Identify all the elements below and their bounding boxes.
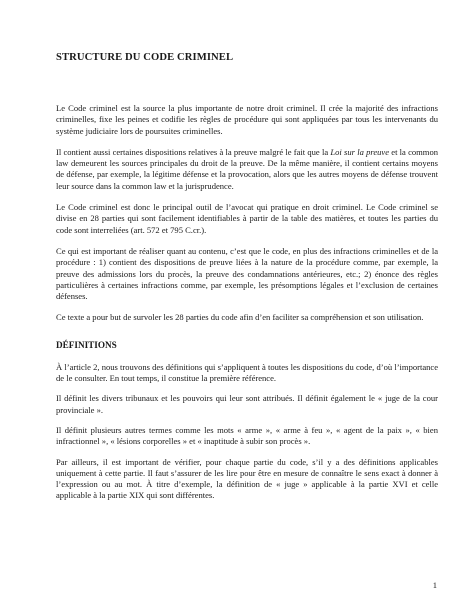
intro-paragraph-2 (56, 147, 438, 192)
loi-sur-la-preuve-emphasis: Loi sur la preuve (330, 146, 390, 157)
intro-paragraph-1: Le Code criminel est la source la plus importante de notre droit criminel. Il crée la majorité des infractions criminelles, fixe les peines et codifie les règles de procédure qui sont appliquées par tous les intervenants du système judiciaire lors de poursuites criminelles. (56, 103, 438, 136)
page-number: 1 (432, 580, 437, 590)
intro-paragraph-2-end: et la common law demeurent les sources principales du droit de la preuve. De la même manière, il contient certains moyens de défense, par exemple, la légitime défense et la provocation, alors que les autres moyens de défense trouvent leur source dans la common law et la jurisprudence. (56, 146, 438, 191)
definitions-paragraph-3: Il définit plusieurs autres termes comme les mots « arme », « arme à feu », « agent de la paix », « bien infractionnel », « lésions corporelles » et « inaptitude à subir son procès ». (56, 424, 438, 447)
intro-paragraph-4: Ce qui est important de réaliser quant au contenu, c’est que le code, en plus des infractions criminelles et de la procédure : 1) contient des dispositions de preuve liées à la nature de la procédure comme, par exemple, la preuve des admissions lors du procès, la preuve des condamnations antérieures, etc.; 2) énonce des règles particulières à certaines infractions comme, par exemple, les présomptions légales et l’exclusion de certaines défenses. (56, 245, 438, 302)
definitions-paragraph-2: Il définit les divers tribunaux et les pouvoirs qui leur sont attribués. Il définit également le « juge de la cour provinciale ». (56, 393, 438, 415)
document-title: STRUCTURE DU CODE CRIMINEL (56, 52, 234, 63)
intro-paragraph-5: Ce texte a pour but de survoler les 28 parties du code afin d’en faciliter sa compréhension et son utilisation. (56, 312, 424, 323)
intro-paragraph-2-start: Il contient aussi certaines dispositions relatives à la preuve malgré le fait que la (56, 146, 331, 157)
definitions-heading: DÉFINITIONS (56, 339, 117, 350)
definitions-paragraph-4: Par ailleurs, il est important de vérifier, pour chaque partie du code, s’il y a des définitions applicables uniquement à cette partie. Il faut s’assurer de les lire pour être en mesure de connaître le sens exact à donner à l’expression ou au mot. À titre d’exemple, la définition de « juge » applicable à la partie XVI et celle applicable à la partie XIX qui sont différentes. (56, 456, 438, 501)
definitions-paragraph-1: À l’article 2, nous trouvons des définitions qui s’appliquent à toutes les dispositions du code, d’où l’importance de le consulter. En tout temps, il constitue la première référence. (56, 361, 438, 384)
intro-paragraph-3: Le Code criminel est donc le principal outil de l’avocat qui pratique en droit criminel. Le Code criminel se divise en 28 parties qui sont facilement identifiables à partir de la table des matières, et toutes les parties du code sont interreliées (art. 572 et 795 C.cr.). (56, 202, 438, 235)
